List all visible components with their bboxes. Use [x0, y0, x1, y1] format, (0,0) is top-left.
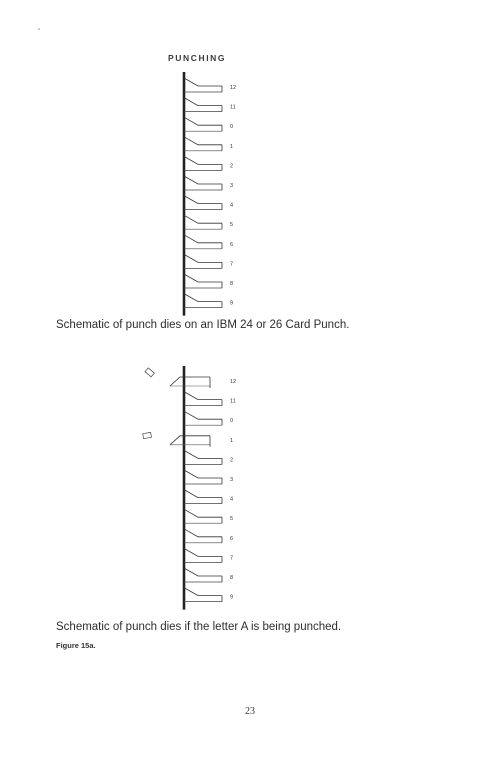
die-arm [184, 215, 222, 223]
figure-label: Figure 15a. [56, 641, 96, 650]
die-arm [184, 490, 222, 498]
die-arm-punched [170, 436, 210, 445]
punch-die-row-12 [170, 377, 236, 388]
punch-die-row-3 [184, 470, 233, 484]
punch-die-row-2 [184, 156, 233, 170]
punch-die-row-7 [184, 548, 233, 562]
page-number: 23 [245, 706, 255, 717]
punch-die-row-0 [184, 411, 233, 425]
diagram-heading: PUNCHING [168, 53, 227, 63]
punch-die-row-6 [184, 235, 233, 249]
row-label-1: 1 [230, 437, 234, 444]
die-arm [184, 509, 222, 517]
die-arm [184, 568, 222, 576]
die-arm-punched [170, 377, 210, 386]
punch-die-row-1 [184, 137, 233, 151]
row-label-9: 9 [230, 300, 234, 307]
die-arm [184, 588, 222, 596]
punch-die-row-2 [184, 450, 233, 464]
row-label-12: 12 [230, 85, 237, 91]
row-label-4: 4 [230, 496, 234, 503]
punch-die-row-8 [184, 274, 233, 288]
caption-punch-dies-letter-a: Schematic of punch dies if the letter A is being punched. [56, 621, 342, 633]
die-arm [184, 411, 222, 419]
row-label-1: 1 [230, 143, 234, 150]
punch-die-row-0 [184, 117, 233, 131]
row-label-8: 8 [230, 281, 234, 287]
row-label-6: 6 [230, 535, 234, 542]
punched-chip-12 [145, 368, 154, 377]
row-label-5: 5 [230, 222, 234, 229]
punch-die-row-11 [184, 392, 236, 406]
row-label-9: 9 [230, 594, 234, 601]
row-label-7: 7 [230, 555, 234, 562]
punch-die-row-9 [184, 588, 233, 602]
row-label-11: 11 [230, 398, 236, 405]
punch-die-row-11 [184, 98, 236, 112]
die-arm [184, 450, 222, 458]
row-label-7: 7 [230, 261, 234, 268]
punched-chip-1 [143, 432, 152, 438]
die-arm [184, 235, 222, 243]
punch-die-row-7 [184, 254, 233, 268]
row-label-0: 0 [230, 124, 234, 131]
punch-die-row-5 [184, 509, 233, 523]
row-label-11: 11 [230, 104, 236, 111]
die-arm [184, 529, 222, 537]
punch-die-row-9 [184, 294, 233, 308]
die-arm [184, 78, 222, 86]
die-arm [184, 156, 222, 164]
die-arm [184, 470, 222, 478]
row-label-12: 12 [230, 379, 237, 385]
die-arm [184, 392, 222, 400]
die-arm [184, 254, 222, 262]
row-label-3: 3 [230, 477, 234, 483]
punch-dies-diagram-letter-a [0, 358, 500, 608]
punch-die-row-8 [184, 568, 233, 582]
punch-die-row-1 [170, 436, 233, 447]
die-arm [184, 98, 222, 106]
punch-die-row-3 [184, 176, 233, 190]
row-label-2: 2 [230, 163, 234, 170]
row-label-2: 2 [230, 457, 234, 464]
punch-die-row-12 [184, 78, 236, 92]
punch-die-row-5 [184, 215, 233, 229]
punch-die-row-4 [184, 196, 233, 210]
die-arm [184, 117, 222, 125]
die-arm [184, 274, 222, 282]
die-arm [184, 294, 222, 302]
die-arm [184, 196, 222, 204]
row-label-5: 5 [230, 516, 234, 523]
caption-punch-dies-card-punch: Schematic of punch dies on an IBM 24 or 26 Card Punch. [56, 319, 350, 331]
row-label-0: 0 [230, 418, 234, 425]
punch-dies-diagram-idle [0, 64, 500, 314]
punch-die-row-4 [184, 490, 233, 504]
row-label-6: 6 [230, 241, 234, 248]
punch-die-row-6 [184, 529, 233, 543]
row-label-8: 8 [230, 575, 234, 581]
scan-speck [38, 28, 40, 30]
row-label-4: 4 [230, 202, 234, 209]
die-arm [184, 176, 222, 184]
row-label-3: 3 [230, 183, 234, 189]
die-arm [184, 137, 222, 145]
die-arm [184, 548, 222, 556]
